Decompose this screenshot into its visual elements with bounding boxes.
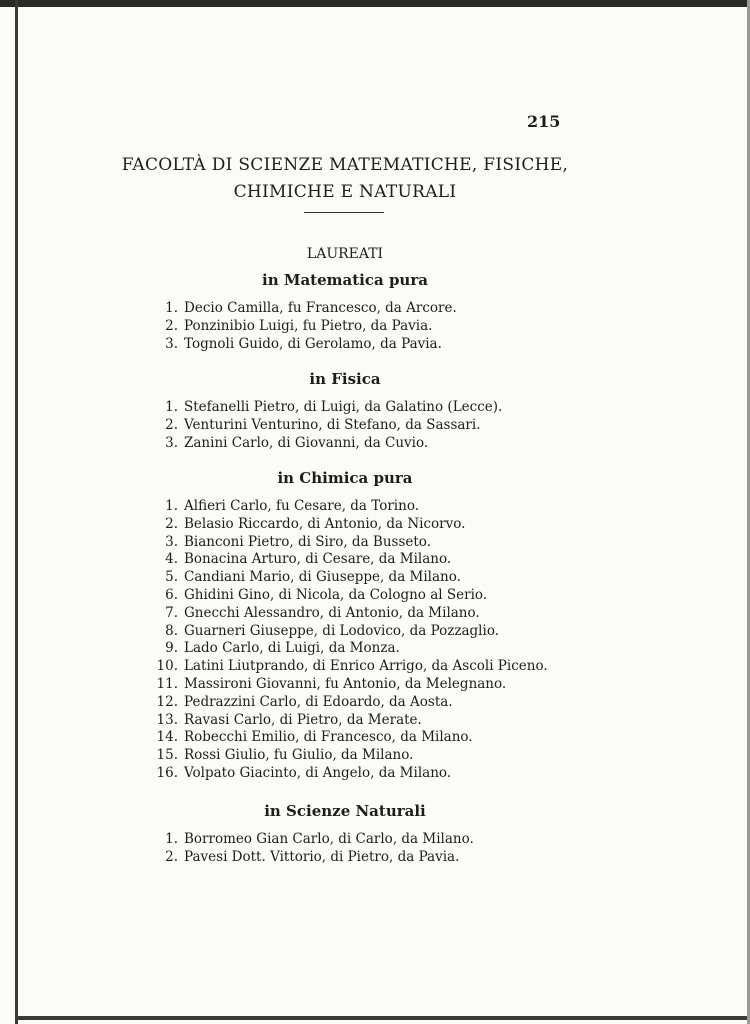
scan-edge-top xyxy=(0,0,750,7)
list-item: 6. Ghidini Gino, di Nicola, da Cologno al Serio. xyxy=(165,586,488,603)
list-item: 16. Volpato Giacinto, di Angelo, da Milano. xyxy=(156,764,452,781)
laureati-heading: LAUREATI xyxy=(306,246,384,262)
faculty-title-line-2: CHIMICHE E NATURALI xyxy=(233,182,457,202)
list-item: 1. Stefanelli Pietro, di Luigi, da Galatino (Lecce). xyxy=(165,399,503,415)
list-item: 14. Robecchi Emilio, di Francesco, da Milano. xyxy=(156,729,473,746)
faculty-title-line-1: FACOLTÀ DI SCIENZE MATEMATICHE, FISICHE, xyxy=(121,155,569,175)
list-item: 8. Guarneri Giuseppe, di Lodovico, da Pozzaglio. xyxy=(165,622,500,639)
list-chimica xyxy=(150,498,548,783)
list-item: 3. Bianconi Pietro, di Siro, da Busseto. xyxy=(165,533,431,550)
section-heading-scienze-naturali: in Scienze Naturali xyxy=(264,802,426,820)
list-item: 2. Pavesi Dott. Vittorio, di Pietro, da Pavia. xyxy=(165,848,460,865)
page-number: 215 xyxy=(527,112,561,131)
scan-edge-bottom xyxy=(15,1016,750,1020)
section-heading-chimica: in Chimica pura xyxy=(277,469,413,487)
list-item: 5. Candiani Mario, di Giuseppe, da Milano. xyxy=(165,569,461,586)
list-item: 4. Bonacina Arturo, di Cesare, da Milano. xyxy=(165,551,452,568)
list-fisica xyxy=(150,399,502,452)
list-item: 2. Ponzinibio Luigi, fu Pietro, da Pavia. xyxy=(165,317,433,334)
list-matematica xyxy=(150,300,457,353)
scan-edge-left xyxy=(15,0,18,1024)
list-item: 7. Gnecchi Alessandro, di Antonio, da Milano. xyxy=(165,604,480,621)
list-item: 13. Ravasi Carlo, di Pietro, da Merate. xyxy=(156,711,422,728)
section-heading-matematica: in Matematica pura xyxy=(262,271,428,289)
list-item: 1. Decio Camilla, fu Francesco, da Arcore. xyxy=(165,300,457,316)
list-item: 1. Borromeo Gian Carlo, di Carlo, da Milano. xyxy=(165,831,474,847)
list-item: 15. Rossi Giulio, fu Giulio, da Milano. xyxy=(156,747,414,764)
section-heading-fisica: in Fisica xyxy=(309,370,381,388)
list-item: 3. Zanini Carlo, di Giovanni, da Cuvio. xyxy=(165,434,429,451)
list-item: 3. Tognoli Guido, di Gerolamo, da Pavia. xyxy=(165,335,442,352)
list-item: 2. Venturini Venturino, di Stefano, da Sassari. xyxy=(165,416,481,433)
list-item: 10. Latini Liutprando, di Enrico Arrigo, da Ascoli Piceno. xyxy=(156,658,548,675)
list-item: 12. Pedrazzini Carlo, di Edoardo, da Aosta. xyxy=(156,693,453,710)
list-item: 9. Lado Carlo, di Luigi, da Monza. xyxy=(165,640,400,657)
list-item: 11. Massironi Giovanni, fu Antonio, da Melegnano. xyxy=(156,675,507,692)
list-item: 2. Belasio Riccardo, di Antonio, da Nicorvo. xyxy=(165,515,466,532)
list-item: 1. Alfieri Carlo, fu Cesare, da Torino. xyxy=(165,498,419,514)
faculty-title xyxy=(100,152,590,206)
list-scienze-naturali xyxy=(150,831,474,867)
title-divider xyxy=(304,212,384,213)
